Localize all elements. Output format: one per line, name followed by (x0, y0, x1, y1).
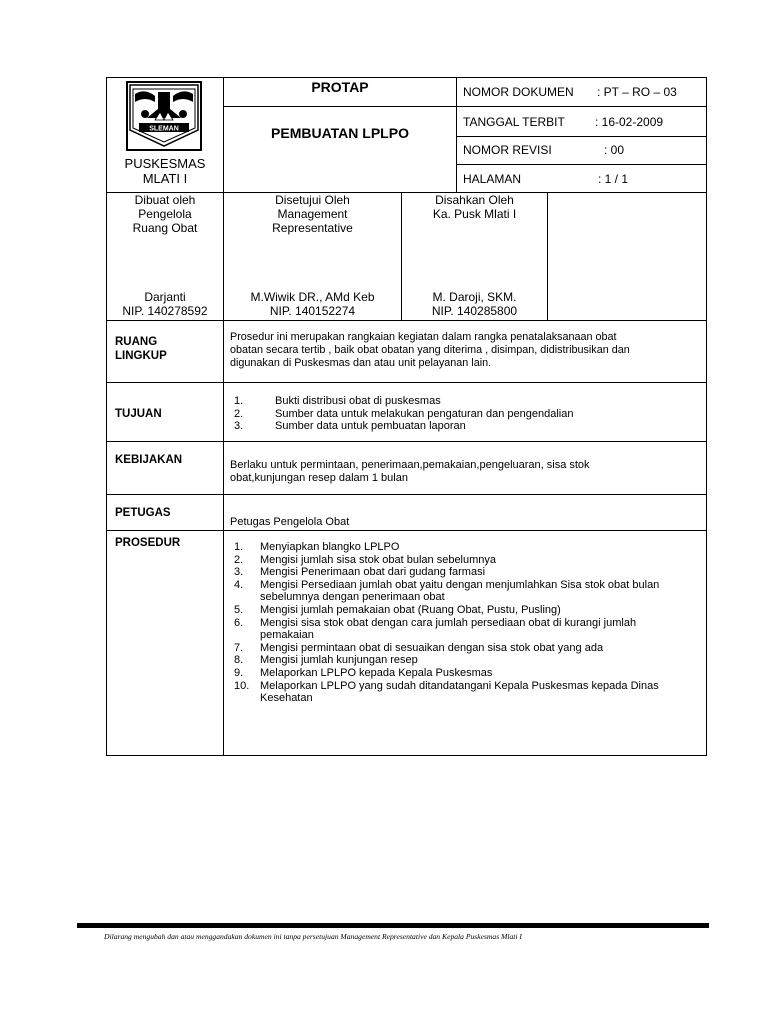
petugas-text: Petugas Pengelola Obat (230, 516, 350, 528)
list-item: 2. Sumber data untuk melakukan pengaturan dan pengendalian (234, 407, 574, 420)
list-item: 6. Mengisi sisa stok obat dengan cara jumlah persediaan obat di kurangi jumlah pemakaian (234, 616, 637, 642)
signature-role-line: Disetujui Oleh (275, 193, 350, 207)
meta-nomor-dokumen-value: : PT – RO – 03 (597, 85, 677, 99)
header-rule-meta-3 (456, 164, 707, 165)
ruang-lingkup-text: Prosedur ini merupakan rangkaian kegiatan dalam rangka penatalaksanaan obat (230, 331, 617, 343)
header-rule-title (223, 106, 456, 107)
doc-type: PROTAP (311, 79, 369, 95)
signature-nip: NIP. 140285800 (431, 304, 518, 318)
sleman-logo (125, 80, 203, 152)
sign-rule-bottom (106, 320, 707, 321)
list-item: 1. Menyiapkan blangko LPLPO (234, 541, 400, 553)
footer-note: Dilarang mengubah dan atau menggandakan dokumen ini tanpa persetujuan Management Representative dan Kepala Puskesmas Mlati I (104, 932, 522, 941)
doc-title: PEMBUATAN LPLPO (271, 125, 409, 141)
meta-nomor-revisi-label: NOMOR REVISI (463, 143, 552, 157)
meta-nomor-revisi-value: : 00 (604, 143, 625, 157)
table-border-bottom (106, 755, 707, 756)
prosedur-list (234, 541, 690, 705)
tujuan-label: TUJUAN (115, 408, 162, 420)
sign-divider-3 (547, 192, 548, 320)
ruang-lingkup-text: obatan secara tertib , baik obat obatan yang diterima , disimpan, didistribusikan dan (230, 344, 630, 356)
table-border-right (706, 77, 707, 756)
header-divider-2 (456, 77, 457, 192)
signature-name: M.Wiwik DR., AMd Keb (250, 290, 375, 304)
kebijakan-text: obat,kunjungan resep dalam 1 bulan (230, 472, 408, 484)
signature-role-line: Dibuat oleh (134, 193, 196, 207)
meta-nomor-dokumen-label: NOMOR DOKUMEN (463, 85, 574, 99)
body-divider (223, 320, 224, 756)
table-border-top (106, 77, 707, 78)
list-item: 1. Bukti distribusi obat di puskesmas (234, 395, 441, 407)
org-unit: MLATI I (142, 171, 188, 186)
list-item: 9. Melaporkan LPLPO kepada Kepala Puskesmas (234, 666, 493, 679)
header-rule-meta-2 (456, 136, 707, 137)
ruang-lingkup-label: LINGKUP (115, 350, 167, 362)
row-rule-3 (106, 494, 707, 495)
kebijakan-label: KEBIJAKAN (115, 454, 183, 466)
signature-role-line: Disahkan Oleh (435, 193, 514, 207)
signature-role-line: Ka. Pusk Mlati I (432, 207, 517, 221)
signature-nip: NIP. 140278592 (122, 304, 208, 318)
list-item: 7. Mengisi permintaan obat di sesuaikan dengan sisa stok obat yang ada (234, 641, 604, 654)
petugas-label: PETUGAS (115, 507, 171, 519)
table-border-left (106, 77, 107, 756)
list-item: 2. Mengisi jumlah sisa stok obat bulan sebelumnya (234, 553, 497, 566)
signature-nip: NIP. 140152274 (269, 304, 356, 318)
signature-name: M. Daroji, SKM. (432, 290, 517, 304)
tujuan-list (234, 395, 694, 433)
header-rule-meta-1 (456, 106, 707, 107)
kebijakan-text: Berlaku untuk permintaan, penerimaan,pemakaian,pengeluaran, sisa stok (230, 459, 590, 471)
list-item: 4. Mengisi Persediaan jumlah obat yaitu dengan menjumlahkan Sisa stok obat bulan sebelumnya dengan penerimaan obat (234, 578, 660, 604)
ruang-lingkup-label: RUANG (115, 336, 158, 348)
list-item: 3. Sumber data untuk pembuatan laporan (234, 420, 466, 433)
meta-tanggal-terbit-value: : 16-02-2009 (595, 115, 664, 129)
signature-role-line: Management (277, 207, 348, 221)
list-item: 3. Mengisi Penerimaan obat dari gudang farmasi (234, 566, 486, 579)
meta-tanggal-terbit-label: TANGGAL TERBIT (463, 115, 565, 129)
row-rule-1 (106, 382, 707, 383)
meta-halaman-label: HALAMAN (463, 172, 522, 186)
logo-text: SLEMAN (149, 125, 179, 133)
row-rule-2 (106, 441, 707, 442)
meta-halaman-value: : 1 / 1 (598, 172, 629, 186)
signature-role-line: Pengelola (138, 207, 192, 221)
org-name: PUSKESMAS (124, 156, 206, 171)
prosedur-label: PROSEDUR (115, 537, 181, 549)
signature-role-line: Ruang Obat (132, 221, 198, 235)
list-item: 10. Melaporkan LPLPO yang sudah ditandatangani Kepala Puskesmas kepada Dinas Kesehatan (234, 679, 659, 705)
signature-name: Darjanti (144, 290, 186, 304)
row-rule-4 (106, 530, 707, 531)
ruang-lingkup-text: digunakan di Puskesmas dan atau unit pelayanan lain. (230, 357, 492, 369)
footer-rule (77, 923, 709, 928)
list-item: 8. Mengisi jumlah kunjungan resep (234, 654, 418, 667)
list-item: 5. Mengisi jumlah pemakaian obat (Ruang Obat, Pustu, Pusling) (234, 603, 561, 616)
signature-role-line: Representative (272, 221, 353, 235)
